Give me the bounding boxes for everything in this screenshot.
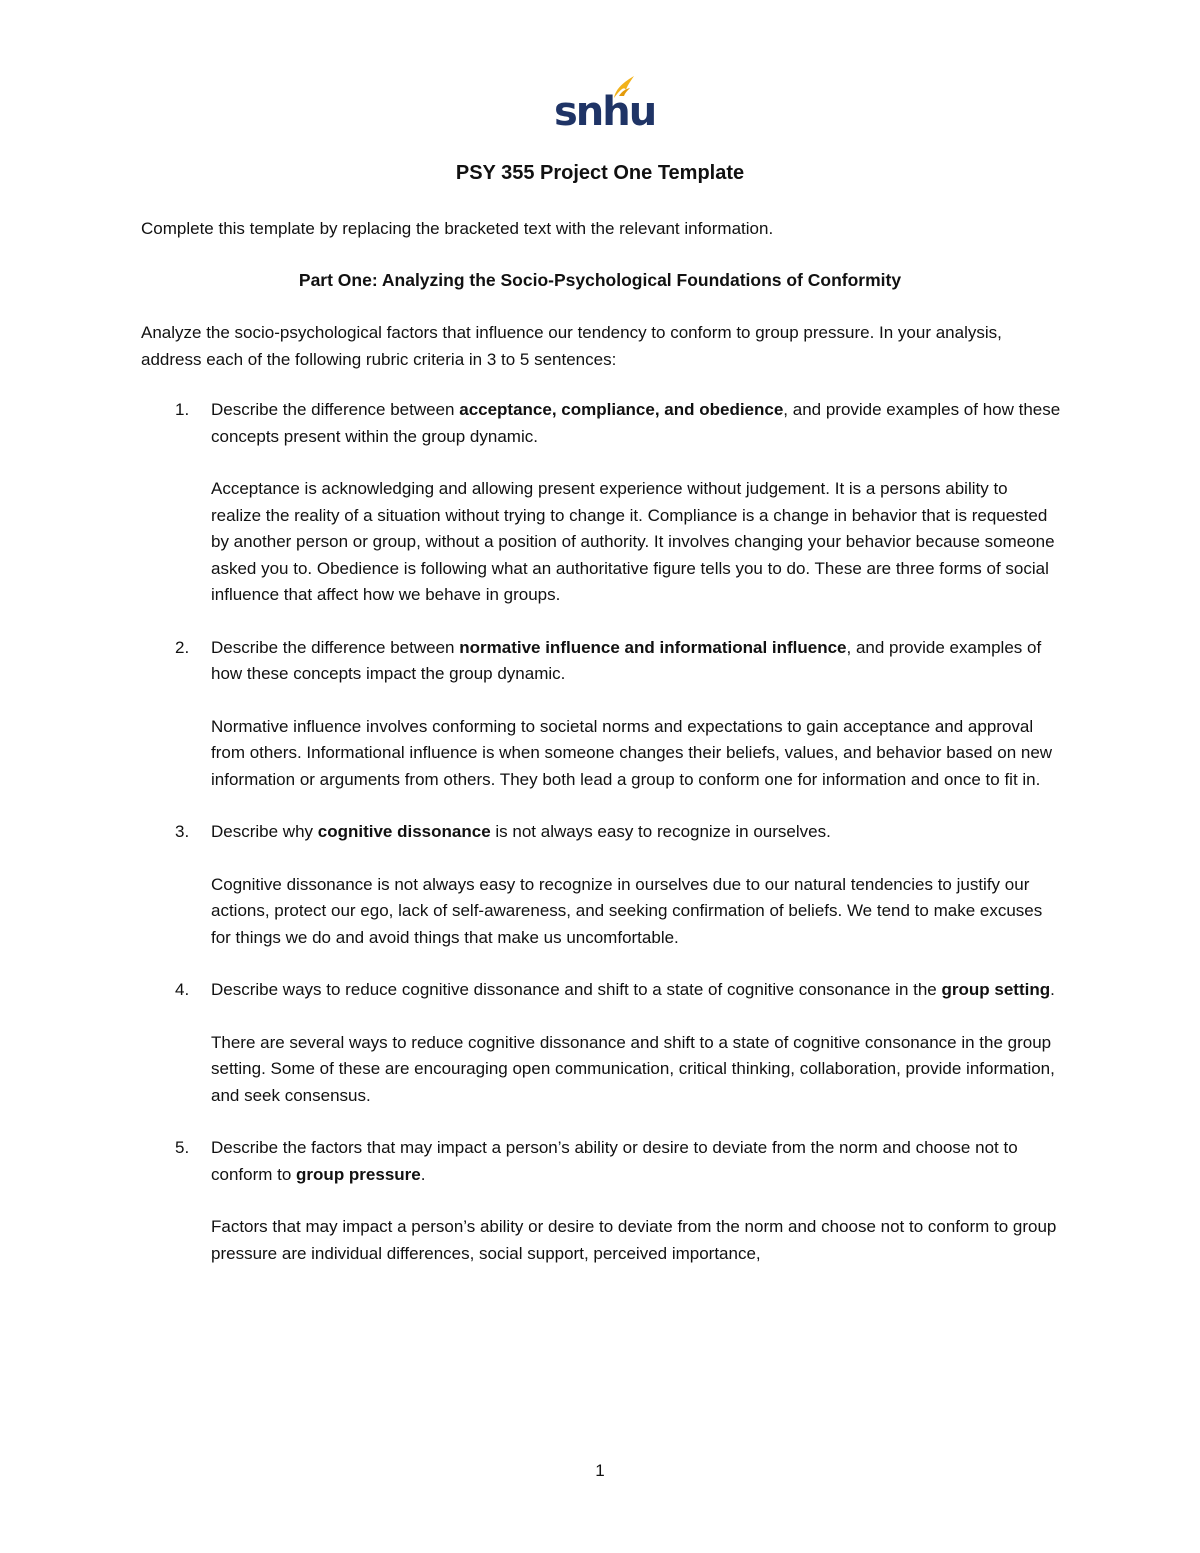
item-prompt: Describe the factors that may impact a person’s ability or desire to deviate from the norm and choose not to conform to group pressure. — [211, 1138, 1018, 1184]
item-prompt: Describe the difference between acceptance, compliance, and obedience, and provide examples of how these concepts present within the group dynamic. — [211, 400, 1061, 446]
logo-wordmark: snhu — [554, 89, 656, 135]
item-answer: Acceptance is acknowledging and allowing present experience without judgement. It is a persons ability to realize the reality of a situation without trying to change it. Compliance is a change in behavior that is requested by another person or group, without a position of authority. It involves changing your behavior because someone asked you to. Obedience is following what an authoritative figure tells you to do. These are three forms of social influence that affect how we behave in groups. — [211, 479, 1055, 604]
snhu-logo — [554, 74, 656, 135]
prompt-key-term: group pressure — [296, 1164, 421, 1184]
item-number: 5. — [175, 1138, 190, 1157]
analyze-instructions: Analyze the socio-psychological factors that influence our tendency to conform to group pressure. In your analysis, address each of the following rubric criteria in 3 to 5 sentences: — [141, 323, 1002, 369]
part-one-heading: Part One: Analyzing the Socio-Psychological Foundations of Conformity — [298, 270, 902, 290]
prompt-key-term: group setting — [941, 980, 1051, 999]
list-item — [141, 635, 1061, 794]
prompt-key-term: normative influence and informational influence — [459, 637, 847, 657]
item-answer: Cognitive dissonance is not always easy to recognize in ourselves due to our natural tendencies to justify our actions, protect our ego, lack of self-awareness, and seeking confirmation of beliefs. We tend to make excuses for things we do and avoid things that make us uncomfortable. — [211, 874, 1043, 947]
intro-instructions: Complete this template by replacing the bracketed text with the relevant information. — [141, 219, 774, 238]
prompt-key-term: cognitive dissonance — [317, 822, 491, 841]
item-prompt: Describe the difference between normative influence and informational influence, and provide examples of how these concepts impact the group dynamic. — [211, 637, 1042, 683]
list-item — [141, 397, 1061, 609]
prompt-key-term: acceptance, compliance, and obedience — [459, 400, 784, 419]
item-number: 2. — [175, 637, 190, 657]
item-number: 1. — [175, 400, 190, 419]
page-number: 1 — [595, 1461, 605, 1480]
item-number: 4. — [175, 980, 190, 999]
item-prompt: Describe ways to reduce cognitive dissonance and shift to a state of cognitive consonance in the group setting. — [211, 980, 1055, 999]
list-item — [141, 977, 1061, 1109]
item-number: 3. — [175, 822, 190, 841]
rubric-criteria-list — [141, 397, 1061, 1293]
list-item — [141, 819, 1061, 951]
item-answer: Normative influence involves conforming to societal norms and expectations to gain acceptance and approval from others. Informational influence is when someone changes their beliefs, values, and behavior based on new information or arguments from others. They both lead a group to conform one for information and once to fit in. — [211, 716, 1053, 789]
item-answer: Factors that may impact a person’s ability or desire to deviate from the norm and choose not to conform to group pressure are individual differences, social support, perceived importance, — [211, 1217, 1057, 1263]
item-prompt: Describe why cognitive dissonance is not always easy to recognize in ourselves. — [211, 822, 831, 841]
item-answer: There are several ways to reduce cognitive dissonance and shift to a state of cognitive consonance in the group setting. Some of these are encouraging open communication, critical thinking, collaboration, provide information, and seek consensus. — [211, 1032, 1055, 1105]
list-item — [141, 1135, 1061, 1267]
document-title: PSY 355 Project One Template — [455, 162, 745, 184]
